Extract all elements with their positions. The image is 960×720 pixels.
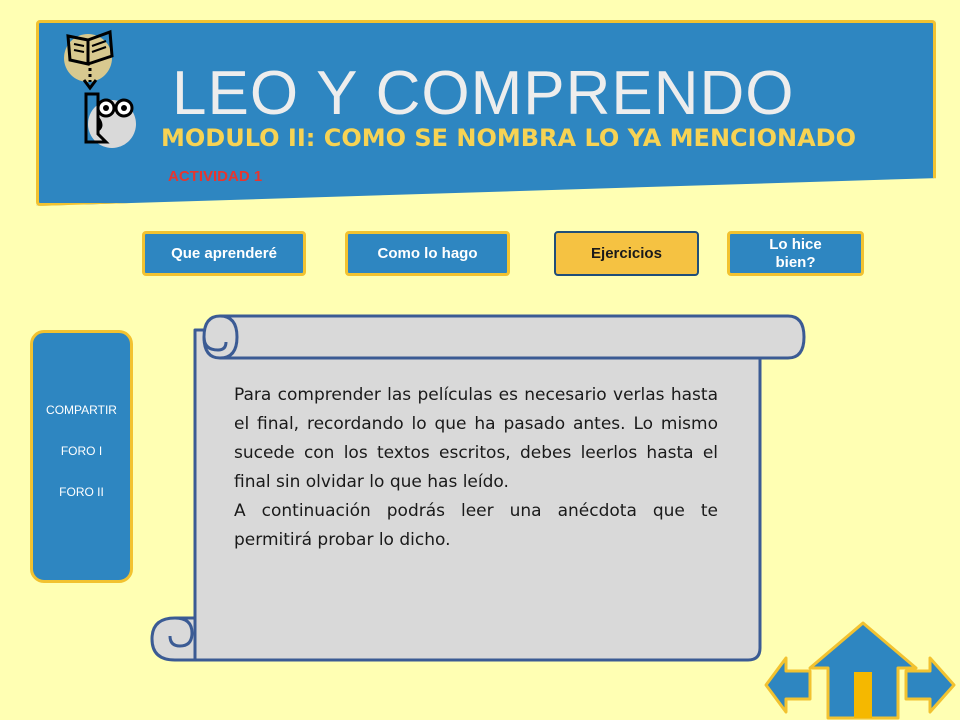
nav-button-como-lo-hago[interactable]: Como lo hago xyxy=(345,231,510,276)
scroll-text xyxy=(234,381,718,555)
nav-button-que-aprendere[interactable]: Que aprenderé xyxy=(142,231,306,276)
activity-label: ACTIVIDAD 1 xyxy=(168,168,263,185)
nav-button-lo-hice-bien[interactable]: Lo hice bien? xyxy=(727,231,864,276)
side-link-foro-1[interactable]: FORO I xyxy=(60,444,103,458)
arrow-right-icon[interactable] xyxy=(904,655,956,715)
side-link-compartir[interactable]: COMPARTIR xyxy=(46,403,117,417)
page-title: LEO Y COMPRENDO xyxy=(172,59,795,128)
module-subtitle: MODULO II: COMO SE NOMBRA LO YA MENCIONADO xyxy=(161,124,856,152)
intro-paragraph: Para comprender las películas es necesario verlas hasta el final, recordando lo que ha pasado antes. Lo mismo sucede con los textos escritos, debes leerlos hasta el final sin olvidar lo que has leído. xyxy=(234,385,718,492)
nav-button-ejercicios[interactable]: Ejercicios xyxy=(554,231,699,276)
instruction-paragraph: A continuación podrás leer una anécdota que te permitirá probar lo dicho. xyxy=(234,501,718,550)
side-link-foro-2[interactable]: FORO II xyxy=(59,485,104,499)
arrow-left-icon[interactable] xyxy=(764,655,812,715)
home-icon[interactable] xyxy=(806,620,920,720)
